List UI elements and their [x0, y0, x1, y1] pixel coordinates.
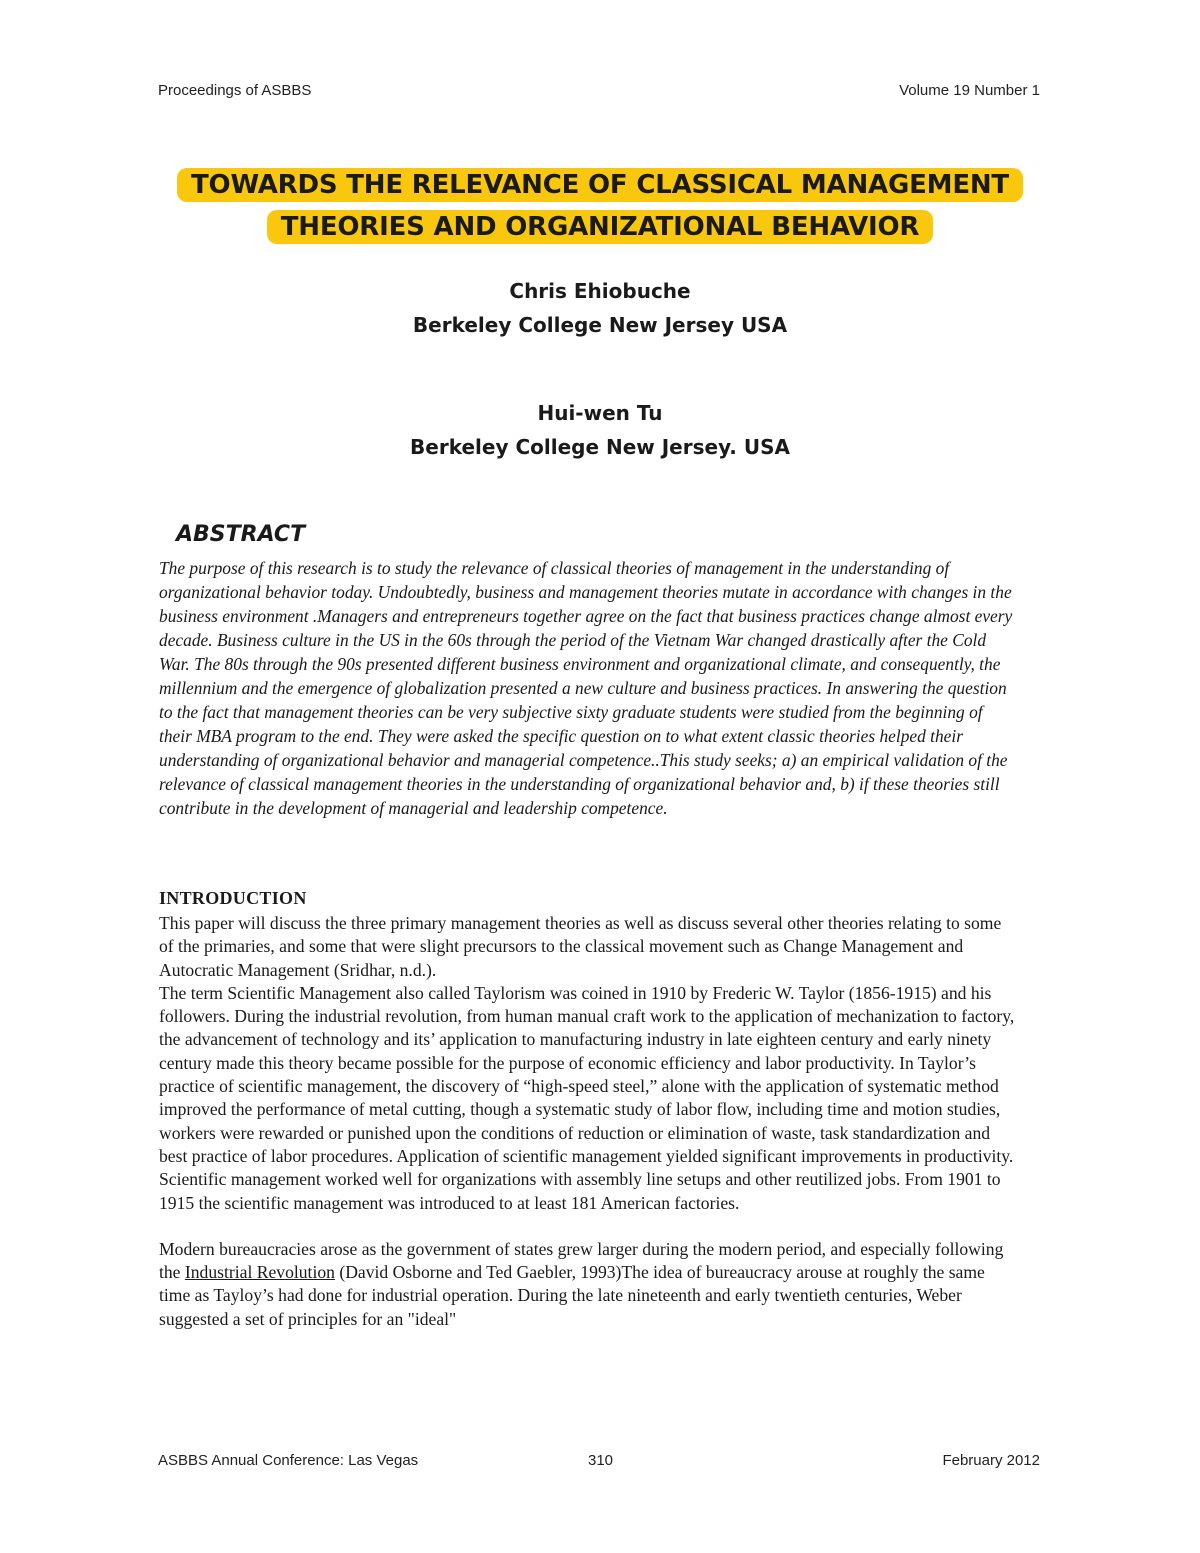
- conference-name: ASBBS Annual Conference: Las Vegas: [158, 1452, 419, 1469]
- author-affiliation: Berkeley College New Jersey. USA: [410, 435, 790, 459]
- abstract-heading: ABSTRACT: [176, 522, 306, 547]
- author-affiliation: Berkeley College New Jersey USA: [412, 313, 788, 337]
- paragraph-text: Modern bureaucracies arose as the government of states grew larger during the modern period, and especially following the: [159, 1238, 1004, 1283]
- title-line-1: TOWARDS THE RELEVANCE OF CLASSICAL MANAGEMENT: [177, 168, 1023, 202]
- intro-paragraph-3: [159, 1238, 1019, 1331]
- author-name: Hui-wen Tu: [537, 401, 663, 425]
- introduction-heading: INTRODUCTION: [159, 888, 307, 908]
- author-block-1: [0, 274, 1200, 342]
- introduction-body: [159, 912, 1019, 1331]
- intro-paragraph-1: This paper will discuss the three primary management theories as well as discuss several other theories relating to some of the primaries, and some that were slight precursors to the classical movement such as Change Management and Autocratic Management (Sridhar, n.d.).: [159, 913, 1002, 980]
- intro-paragraph-2: The term Scientific Management also called Taylorism was coined in 1910 by Frederic W. Taylor (1856-1915) and his followers. During the industrial revolution, from human manual craft work to the application of mechanization to factory, the advancement of technology and its’ application to manufacturing industry in late eighteen century and early ninety century made this theory became possible for the purpose of economic efficiency and labor productivity. In Taylor’s practice of scientific management, the discovery of “high-speed steel,” alone with the application of systematic method improved the performance of metal cutting, though a systematic study of labor flow, including time and motion studies, workers were rewarded or punished upon the conditions of reduction or elimination of waste, task standardization and best practice of labor procedures. Application of scientific management yielded significant improvements in productivity. Scientific management worked well for organizations with assembly line setups and other reutilized jobs. From 1901 to 1915 the scientific management was introduced to at least 181 American factories.: [159, 982, 1015, 1213]
- abstract-text: The purpose of this research is to study the relevance of classical theories of management in the understanding of organizational behavior today. Undoubtedly, business and management theories mutate in accordance with changes in the business environment .Managers and entrepreneurs together agree on the fact that business practices change almost every decade. Business culture in the US in the 60s through the period of the Vietnam War changed drastically after the Cold War. The 80s through the 90s presented different business environment and organizational climate, and consequently, the millennium and the emergence of globalization presented a new culture and business practices. In answering the question to the fact that management theories can be very subjective sixty graduate students were studied from the beginning of their MBA program to the end. They were asked the specific question on to what extent classic theories helped their understanding of organizational behavior and managerial competence..This study seeks; a) an empirical validation of the relevance of classical management theories in the understanding of organizational behavior and, b) if these theories still contribute in the development of managerial and leadership competence.: [159, 558, 1013, 818]
- publication-date: February 2012: [942, 1452, 1040, 1469]
- industrial-revolution-link[interactable]: Industrial Revolution: [184, 1262, 335, 1283]
- paper-title: [0, 164, 1200, 248]
- author-name: Chris Ehiobuche: [509, 279, 691, 303]
- paragraph-text: (David Osborne and Ted Gaebler, 1993)The idea of bureaucracy arouse at roughly the same time as Tayloy’s had done for industrial operation. During the late nineteenth and early twentieth centuries, Weber suggested a set of principles for an "ideal": [159, 1262, 985, 1329]
- author-block-2: [0, 396, 1200, 464]
- journal-name: Proceedings of ASBBS: [158, 82, 312, 99]
- title-line-2: THEORIES AND ORGANIZATIONAL BEHAVIOR: [267, 210, 934, 244]
- page-number: 310: [588, 1452, 614, 1469]
- volume-number: Volume 19 Number 1: [899, 82, 1040, 99]
